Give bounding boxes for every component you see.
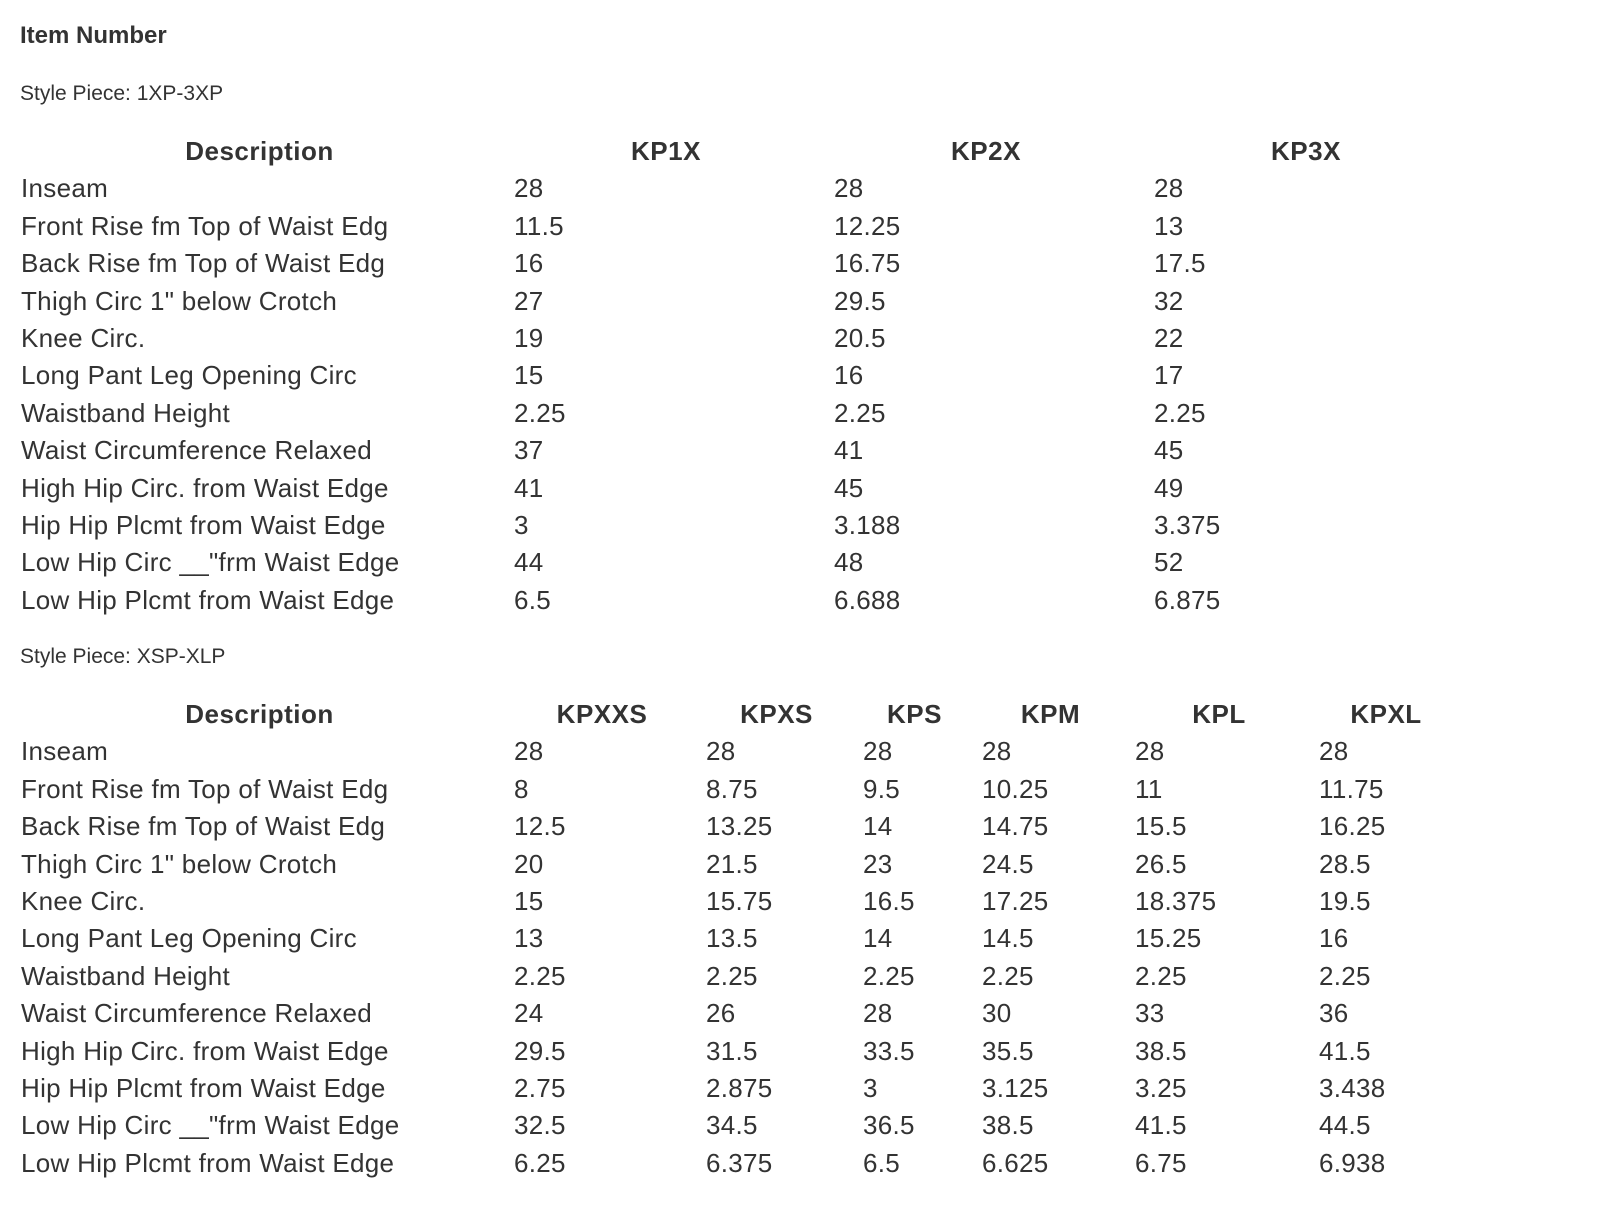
table-header-row [13, 133, 1466, 170]
measurement-value: 10.25 [982, 773, 1049, 804]
measurement-value: 20.5 [834, 323, 886, 354]
measurement-description: Thigh Circ 1" below Crotch [21, 285, 338, 316]
table-row [13, 1033, 1461, 1070]
table-row [13, 1070, 1461, 1107]
measurement-value: 9.5 [863, 773, 901, 804]
measurement-value: 35.5 [982, 1035, 1034, 1066]
table-row [13, 395, 1466, 432]
measurement-value: 2.25 [1319, 960, 1371, 991]
measurement-value: 12.25 [834, 210, 901, 241]
measurement-value: 36.5 [863, 1110, 915, 1141]
measurement-value: 44 [514, 547, 544, 578]
column-header-size: KPM [1020, 699, 1081, 729]
measurement-value: 28 [863, 736, 893, 767]
measurement-value: 49 [1154, 472, 1184, 503]
measurement-value: 14.75 [982, 811, 1049, 842]
measurement-value: 17.25 [982, 886, 1049, 917]
measurement-value: 3.25 [1135, 1073, 1187, 1104]
measurement-value: 48 [834, 547, 864, 578]
style-piece-label: Style Piece: 1XP-3XP [20, 82, 224, 105]
measurement-value: 11.75 [1319, 773, 1384, 804]
column-header-size: KP3X [1271, 136, 1341, 166]
measurement-description: Knee Circ. [21, 886, 146, 917]
measurement-value: 2.25 [1154, 397, 1206, 428]
size-spec-table-xsp-xlp [13, 696, 1461, 1182]
measurement-value: 16.25 [1319, 811, 1386, 842]
measurement-value: 8.75 [706, 773, 758, 804]
measurement-description: Waist Circumference Relaxed [21, 435, 373, 466]
measurement-value: 11 [1135, 773, 1163, 804]
column-header-size: KPXXS [556, 699, 648, 729]
measurement-value: 14.5 [982, 923, 1034, 954]
table-row [13, 432, 1466, 469]
measurement-value: 28 [1135, 736, 1165, 767]
measurement-value: 17.5 [1154, 248, 1206, 279]
column-header-size: KP2X [951, 136, 1021, 166]
measurement-value: 52 [1154, 547, 1184, 578]
measurement-description: Long Pant Leg Opening Circ [21, 360, 357, 391]
column-header-description: Description [185, 136, 334, 166]
measurement-description: Inseam [21, 173, 109, 204]
measurement-value: 36 [1319, 998, 1349, 1029]
measurement-value: 2.75 [514, 1073, 566, 1104]
measurement-value: 38.5 [982, 1110, 1034, 1141]
measurement-value: 6.625 [982, 1147, 1049, 1178]
measurement-value: 26.5 [1135, 848, 1187, 879]
measurement-value: 3.188 [834, 510, 901, 541]
measurement-description: Waistband Height [21, 960, 231, 991]
column-header-size: KPS [887, 699, 942, 729]
measurement-value: 24 [514, 998, 544, 1029]
measurement-description: High Hip Circ. from Waist Edge [21, 1035, 389, 1066]
measurement-value: 28 [1319, 736, 1349, 767]
measurement-description: Low Hip Plcmt from Waist Edge [21, 1147, 395, 1178]
measurement-description: Low Hip Circ __"frm Waist Edge [21, 547, 400, 578]
table-row [13, 771, 1461, 808]
measurement-value: 13 [1154, 210, 1184, 241]
measurement-value: 3.375 [1154, 510, 1221, 541]
table-row [13, 733, 1461, 770]
measurement-value: 3.125 [982, 1073, 1049, 1104]
measurement-value: 22 [1154, 323, 1184, 354]
measurement-value: 27 [514, 285, 544, 316]
measurement-value: 8 [514, 773, 529, 804]
measurement-value: 19.5 [1319, 886, 1371, 917]
measurement-description: Thigh Circ 1" below Crotch [21, 848, 338, 879]
measurement-value: 2.25 [514, 397, 566, 428]
measurement-value: 2.25 [834, 397, 886, 428]
measurement-value: 28 [706, 736, 736, 767]
measurement-value: 37 [514, 435, 544, 466]
measurement-value: 15 [514, 360, 544, 391]
measurement-value: 16 [1319, 923, 1349, 954]
table-row [13, 544, 1466, 581]
measurement-value: 15.5 [1135, 811, 1187, 842]
measurement-value: 2.25 [706, 960, 758, 991]
measurement-value: 2.25 [982, 960, 1034, 991]
measurement-description: Waistband Height [21, 397, 231, 428]
table-header-row [13, 696, 1461, 733]
measurement-value: 16.75 [834, 248, 901, 279]
table-row [13, 357, 1466, 394]
measurement-value: 20 [514, 848, 544, 879]
measurement-value: 44.5 [1319, 1110, 1371, 1141]
measurement-value: 6.375 [706, 1147, 773, 1178]
measurement-value: 29.5 [514, 1035, 566, 1066]
measurement-value: 28 [514, 736, 544, 767]
measurement-value: 23 [863, 848, 893, 879]
table-row [13, 582, 1466, 619]
measurement-description: Back Rise fm Top of Waist Edg [21, 811, 386, 842]
measurement-value: 34.5 [706, 1110, 758, 1141]
measurement-value: 41.5 [1319, 1035, 1371, 1066]
measurement-value: 6.688 [834, 584, 901, 615]
table-row [13, 995, 1461, 1032]
table-row [13, 245, 1466, 282]
table-row [13, 170, 1466, 207]
measurement-description: Front Rise fm Top of Waist Edg [21, 773, 389, 804]
measurement-value: 3.438 [1319, 1073, 1386, 1104]
table-row [13, 808, 1461, 845]
measurement-value: 41 [834, 435, 864, 466]
measurement-value: 26 [706, 998, 736, 1029]
measurement-value: 41.5 [1135, 1110, 1187, 1141]
measurement-value: 16 [514, 248, 544, 279]
measurement-value: 45 [834, 472, 864, 503]
measurement-value: 19 [514, 323, 544, 354]
column-header-size: KP1X [631, 136, 701, 166]
measurement-value: 2.25 [514, 960, 566, 991]
measurement-value: 6.5 [514, 584, 552, 615]
measurement-value: 13.25 [706, 811, 773, 842]
measurement-description: Inseam [21, 736, 109, 767]
table-row [13, 507, 1466, 544]
measurement-value: 14 [863, 923, 893, 954]
measurement-value: 28 [982, 736, 1012, 767]
measurement-value: 15.75 [706, 886, 773, 917]
table-row [13, 208, 1466, 245]
measurement-description: Knee Circ. [21, 323, 146, 354]
measurement-description: Front Rise fm Top of Waist Edg [21, 210, 389, 241]
measurement-value: 16 [834, 360, 864, 391]
measurement-value: 31.5 [706, 1035, 758, 1066]
measurement-value: 33.5 [863, 1035, 915, 1066]
measurement-value: 32.5 [514, 1110, 566, 1141]
column-header-size: KPXS [740, 699, 813, 729]
measurement-value: 6.5 [863, 1147, 901, 1178]
measurement-value: 28 [834, 173, 864, 204]
measurement-value: 3 [514, 510, 529, 541]
measurement-value: 41 [514, 472, 544, 503]
measurement-value: 6.75 [1135, 1147, 1187, 1178]
column-header-size: KPL [1192, 699, 1246, 729]
measurement-description: Low Hip Circ __"frm Waist Edge [21, 1110, 400, 1141]
table-row [13, 1145, 1461, 1182]
measurement-value: 14 [863, 811, 893, 842]
column-header-description: Description [185, 699, 334, 729]
table-row [13, 1107, 1461, 1144]
table-row [13, 283, 1466, 320]
table-row [13, 883, 1461, 920]
measurement-value: 15 [514, 886, 544, 917]
column-header-size: KPXL [1350, 699, 1422, 729]
measurement-value: 6.938 [1319, 1147, 1386, 1178]
measurement-value: 16.5 [863, 886, 915, 917]
measurement-value: 29.5 [834, 285, 886, 316]
measurement-value: 28 [863, 998, 893, 1029]
table-row [13, 958, 1461, 995]
measurement-description: Hip Hip Plcmt from Waist Edge [21, 1073, 386, 1104]
measurement-value: 18.375 [1135, 886, 1217, 917]
measurement-description: Low Hip Plcmt from Waist Edge [21, 584, 395, 615]
measurement-description: Hip Hip Plcmt from Waist Edge [21, 510, 386, 541]
measurement-value: 13.5 [706, 923, 758, 954]
measurement-value: 2.25 [1135, 960, 1187, 991]
measurement-value: 45 [1154, 435, 1184, 466]
measurement-value: 32 [1154, 285, 1184, 316]
measurement-value: 21.5 [706, 848, 758, 879]
measurement-description: Long Pant Leg Opening Circ [21, 923, 357, 954]
table-row [13, 470, 1466, 507]
size-spec-table-1xp-3xp [13, 133, 1466, 619]
measurement-value: 2.25 [863, 960, 915, 991]
measurement-value: 2.875 [706, 1073, 773, 1104]
page-title: Item Number [20, 22, 167, 49]
measurement-value: 28 [514, 173, 544, 204]
measurement-value: 30 [982, 998, 1012, 1029]
measurement-value: 6.875 [1154, 584, 1221, 615]
measurement-value: 12.5 [514, 811, 566, 842]
table-row [13, 320, 1466, 357]
measurement-value: 38.5 [1135, 1035, 1187, 1066]
style-piece-label: Style Piece: XSP-XLP [20, 645, 226, 668]
measurement-value: 33 [1135, 998, 1165, 1029]
measurement-value: 11.5 [514, 210, 564, 241]
table-row [13, 846, 1461, 883]
measurement-value: 3 [863, 1073, 878, 1104]
measurement-value: 6.25 [514, 1147, 566, 1178]
measurement-description: High Hip Circ. from Waist Edge [21, 472, 389, 503]
measurement-value: 13 [514, 923, 544, 954]
measurement-value: 28.5 [1319, 848, 1371, 879]
measurement-value: 28 [1154, 173, 1184, 204]
measurement-description: Back Rise fm Top of Waist Edg [21, 248, 386, 279]
measurement-value: 17 [1154, 360, 1184, 391]
measurement-value: 15.25 [1135, 923, 1202, 954]
measurement-description: Waist Circumference Relaxed [21, 998, 373, 1029]
table-row [13, 920, 1461, 957]
measurement-value: 24.5 [982, 848, 1034, 879]
